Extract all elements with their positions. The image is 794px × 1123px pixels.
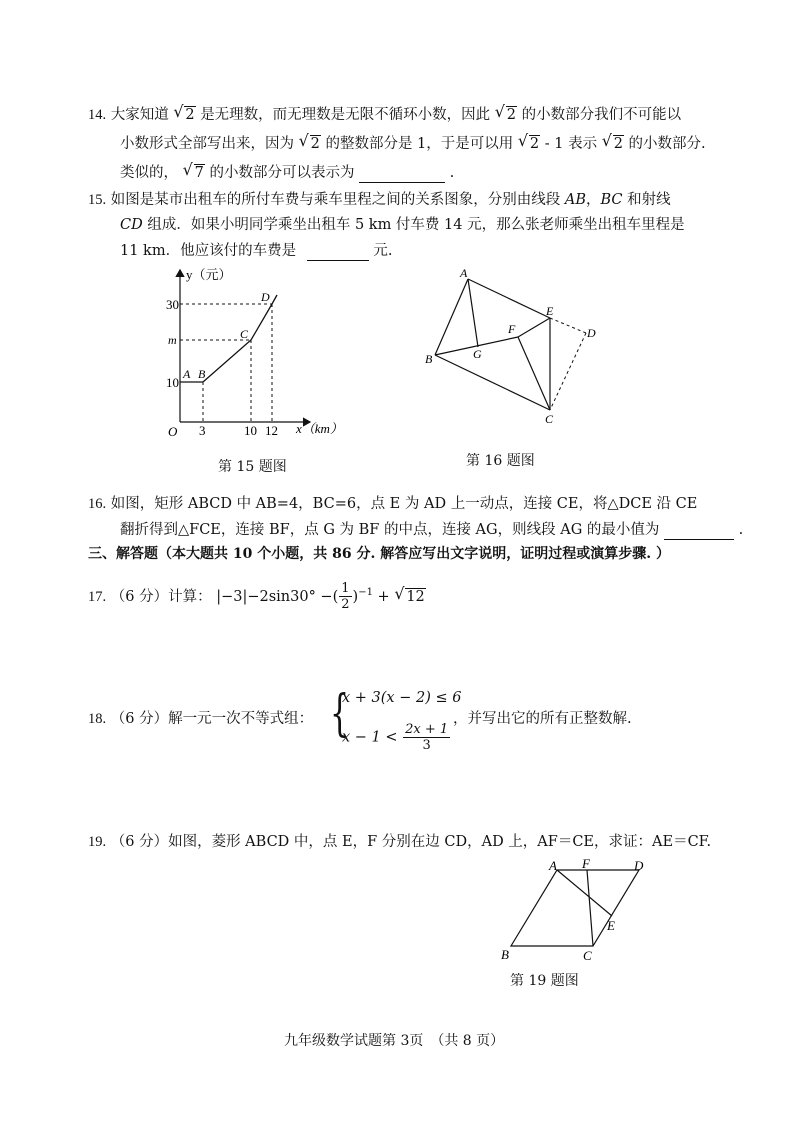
q14-line3: 类似的， √ 7 的小数部分可以表示为 . [120,160,455,181]
fare-graph [180,304,272,382]
q15-line1: 15. 如图是某市出租车的所付车费与乘车里程之间的关系图象，分别由线段 AB，BC 和射线 [88,192,671,208]
q16-line1: 16. 如图，矩形 ABCD 中 AB=4，BC=6，点 E 为 AD 上一动点，连接 CE，将△DCE 沿 CE [88,496,698,512]
point-F: F [582,858,590,871]
q15-line2: CD 组成．如果小明同学乘坐出租车 5 km 付车费 14 元，那么张老师乘坐出租车里程是 [120,217,685,233]
sqrt-2: √ 2 [494,102,517,123]
ineq-1: x + 3(x − 2) ≤ 6 [342,690,462,706]
seg-FC [587,870,593,946]
point-G: G [473,347,482,361]
sqrt-2: √ 2 [173,102,195,123]
seg-AE [468,279,550,318]
point-B: B [198,367,206,381]
point-E: E [607,918,615,933]
q15-line3: 11 km．他应该付的车费是 元. [120,243,393,259]
point-D: D [261,290,270,304]
fraction-half: $\frac{1}{2}$ [341,581,350,613]
q17-line: 17. （6 分）计算： |−3|−2sin30° −( $\frac{1}{2}$ )$^{-1}$ + √ 12 [88,581,425,613]
q18-label: 18. （6 分）解一元一次不等式组： [88,711,314,727]
section-3-heading: 三、解答题（本大题共 10 个小题，共 86 分. 解答应写出文字说明，证明过程或演算步骤. ） [88,546,670,562]
system-brace: { [330,684,350,742]
origin-label: O [168,424,178,439]
ytick-30: 30 [166,297,179,312]
seg-FC [518,337,550,410]
point-D: D [634,858,644,873]
q14-line2: 小数形式全部写出来，因为 √ 2 的整数部分是 1，于是可以用 √ 2 - 1 表示 √ 2 的小数部分. [120,131,706,152]
point-C: C [583,948,592,963]
q17-number: 17. [88,588,107,605]
xtick-3: 3 [199,423,206,438]
ray-cd [272,295,277,304]
seg-BC [435,355,550,410]
rhombus-ABCD [511,870,639,946]
seg-ED [550,318,586,333]
point-B: B [425,352,433,366]
answer-blank[interactable] [359,182,445,183]
point-A: A [183,367,191,381]
page-footer: 九年级数学试题第 3页 （共 8 页） [284,1033,505,1049]
q19-number: 19. [88,834,107,850]
seg-AB [435,279,468,355]
fig19-caption: 第 19 题图 [510,973,579,989]
fig15-caption: 第 15 题图 [218,459,287,475]
q15-number: 15. [88,192,107,208]
sqrt-2: √ 2 [517,131,540,152]
q18-tail: ，并写出它的所有正整数解. [453,711,632,727]
q16-line2: 翻折得到△FCE，连接 BF，点 G 为 BF 的中点，连接 AG，则线段 AG 的最小值为 . [120,522,744,538]
fig16-caption: 第 16 题图 [466,453,535,469]
point-E: E [546,304,554,318]
q19-line: 19. （6 分）如图，菱形 ABCD 中，点 E，F 分别在边 CD，AD 上，AF＝CE，求证：AE＝CF. [88,834,712,850]
fig19-rhombus [495,858,655,963]
q18-number: 18. [88,711,107,727]
sqrt-2: √ 2 [298,131,320,152]
sqrt-2: √ 2 [601,131,623,152]
point-D: D [587,326,596,340]
sqrt-12: √ 12 [394,583,425,605]
ytick-10: 10 [166,375,179,390]
seg-AG [468,279,478,347]
y-axis-label: y（元） [186,267,232,282]
q14-line1: 14. 大家知道 √ 2 是无理数，而无理数是无限不循环小数，因此 √ 2 的小数部分我们不可能以 [88,102,682,123]
point-B: B [501,947,509,962]
fig16-diagram [420,265,605,430]
x-axis-label: x（km） [296,421,343,436]
answer-blank[interactable] [307,260,369,261]
fraction-2x1-3: $\frac{2x + 1}{3}$ [405,722,449,753]
point-C: C [240,327,249,341]
seg-AE [557,870,612,916]
q14-number: 14. [88,107,107,123]
point-C: C [545,412,554,426]
xtick-10: 10 [244,423,257,438]
seg-FE [518,318,550,337]
ytick-m: m [168,333,177,347]
q16-number: 16. [88,496,107,512]
sqrt-7: √ 7 [182,160,204,181]
seg-DC [550,333,586,410]
xtick-12: 12 [265,423,278,438]
point-A: A [460,266,468,280]
fig15-graph [160,262,350,442]
ineq-2: x − 1 < $\frac{2x + 1}{3}$ [342,722,449,753]
point-A: A [549,858,557,873]
answer-blank[interactable] [664,539,734,540]
point-F: F [508,322,516,336]
